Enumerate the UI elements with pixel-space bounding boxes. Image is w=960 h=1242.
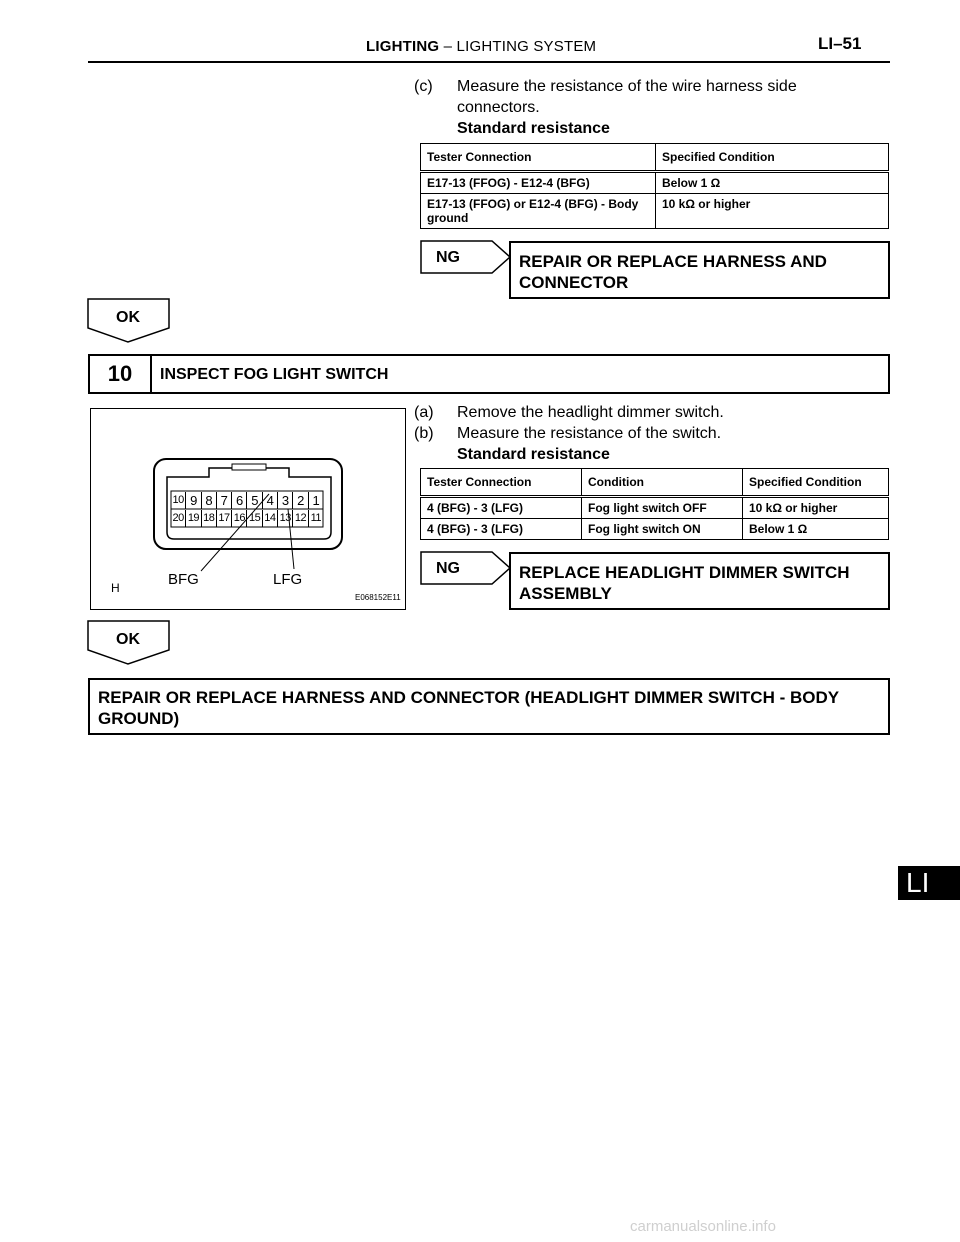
header-title: [366, 38, 596, 55]
ng-arrow-1: [420, 240, 512, 274]
ng-action-box-2: [509, 552, 890, 610]
step-b-text: [457, 423, 721, 465]
final-action-box: [88, 678, 890, 735]
connector-pin: 5: [247, 492, 262, 509]
connector-diagram: [91, 409, 405, 609]
resistance-table-1: [420, 143, 889, 229]
label-h: H: [111, 581, 120, 595]
table-cell: E17-13 (FFOG) - E12-4 (BFG): [421, 172, 656, 194]
table-cell: 4 (BFG) - 3 (LFG): [421, 497, 582, 519]
header-dash: –: [439, 38, 457, 55]
table-header-row: [421, 469, 889, 497]
connector-pin: 3: [278, 492, 293, 509]
connector-pin: 10: [171, 492, 186, 509]
table-cell: Below 1 Ω: [743, 519, 889, 540]
step-a-text: Remove the headlight dimmer switch.: [457, 404, 724, 421]
ng-action-2-line2: ASSEMBLY: [519, 584, 612, 603]
connector-pin: 4: [263, 492, 278, 509]
step-b-standard: Standard resistance: [457, 446, 610, 463]
connector-pin: 20: [171, 510, 186, 527]
table-cell: Below 1 Ω: [656, 172, 889, 194]
footer-watermark: carmanualsonline.info: [630, 1218, 776, 1235]
table-row: [421, 194, 889, 229]
step-c-line2: connectors.: [457, 99, 540, 116]
table-cell: Fog light switch OFF: [582, 497, 743, 519]
connector-pin: 16: [232, 510, 247, 527]
pin-row-bottom: [171, 510, 323, 527]
connector-pin: 19: [186, 510, 201, 527]
step-b-line1: Measure the resistance of the switch.: [457, 425, 722, 442]
final-action-line2: GROUND): [98, 709, 180, 728]
connector-pin: 7: [217, 492, 232, 509]
ok-tag-1: OK: [116, 309, 140, 326]
header-section: LIGHTING SYSTEM: [456, 38, 597, 55]
connector-pin: 15: [247, 510, 262, 527]
table-row: [421, 497, 889, 519]
step-10-header: [88, 354, 890, 394]
table-cell: Fog light switch ON: [582, 519, 743, 540]
step-title: INSPECT FOG LIGHT SWITCH: [160, 366, 389, 383]
ng-tag-2: NG: [436, 560, 460, 577]
ng-tag-1: NG: [436, 249, 460, 266]
resistance-table-2: [420, 468, 889, 540]
label-bfg: BFG: [168, 571, 199, 588]
table-header-cell: Tester Connection: [421, 469, 582, 497]
ng-arrow-2: [420, 551, 512, 585]
label-lfg: LFG: [273, 571, 303, 588]
connector-pin: 12: [293, 510, 308, 527]
connector-pin: 13: [278, 510, 293, 527]
connector-pin: 17: [217, 510, 232, 527]
table-header-cell: Specified Condition: [656, 144, 889, 172]
step-c-standard: Standard resistance: [457, 120, 610, 137]
connector-pin: 18: [202, 510, 217, 527]
ng-action-1-line2: CONNECTOR: [519, 273, 629, 292]
connector-pin: 2: [293, 492, 308, 509]
connector-pin: 8: [202, 492, 217, 509]
step-c-text: [457, 76, 797, 139]
connector-pin: 1: [312, 493, 320, 508]
section-side-tab: LI: [898, 866, 960, 900]
ng-action-box-1: [509, 241, 890, 299]
table-cell: 10 kΩ or higher: [656, 194, 889, 229]
step-number: 10: [90, 356, 152, 392]
connector-pin: 6: [232, 492, 247, 509]
table-cell: E17-13 (FFOG) or E12-4 (BFG) - Body ground: [421, 194, 656, 229]
step-c-label: (c): [414, 78, 433, 95]
table-header-row: [421, 144, 889, 172]
step-c-line1: Measure the resistance of the wire harness side: [457, 78, 797, 95]
table-row: [421, 172, 889, 194]
table-row: [421, 519, 889, 540]
final-action-line1: REPAIR OR REPLACE HARNESS AND CONNECTOR (HEADLIGHT DIMMER SWITCH - BODY: [98, 688, 840, 707]
table-header-cell: Specified Condition: [743, 469, 889, 497]
table-header-cell: Tester Connection: [421, 144, 656, 172]
header-section-bold: LIGHTING: [366, 38, 440, 55]
pin-row-top: [171, 492, 323, 509]
header-rule: [88, 61, 890, 63]
step-b-label: (b): [414, 425, 434, 442]
connector-figure: [90, 408, 406, 610]
page-number: LI–51: [818, 34, 862, 53]
ng-action-2-line1: REPLACE HEADLIGHT DIMMER SWITCH: [519, 563, 850, 582]
table-cell: 4 (BFG) - 3 (LFG): [421, 519, 582, 540]
step-a-label: (a): [414, 404, 434, 421]
table-cell: 10 kΩ or higher: [743, 497, 889, 519]
connector-pin: 11: [310, 512, 322, 524]
figure-code: E068152E11: [355, 593, 401, 602]
ng-action-1-line1: REPAIR OR REPLACE HARNESS AND: [519, 252, 827, 271]
connector-pin: 14: [263, 510, 278, 527]
table-header-cell: Condition: [582, 469, 743, 497]
ok-tag-2: OK: [116, 631, 140, 648]
connector-pin: 9: [186, 492, 201, 509]
